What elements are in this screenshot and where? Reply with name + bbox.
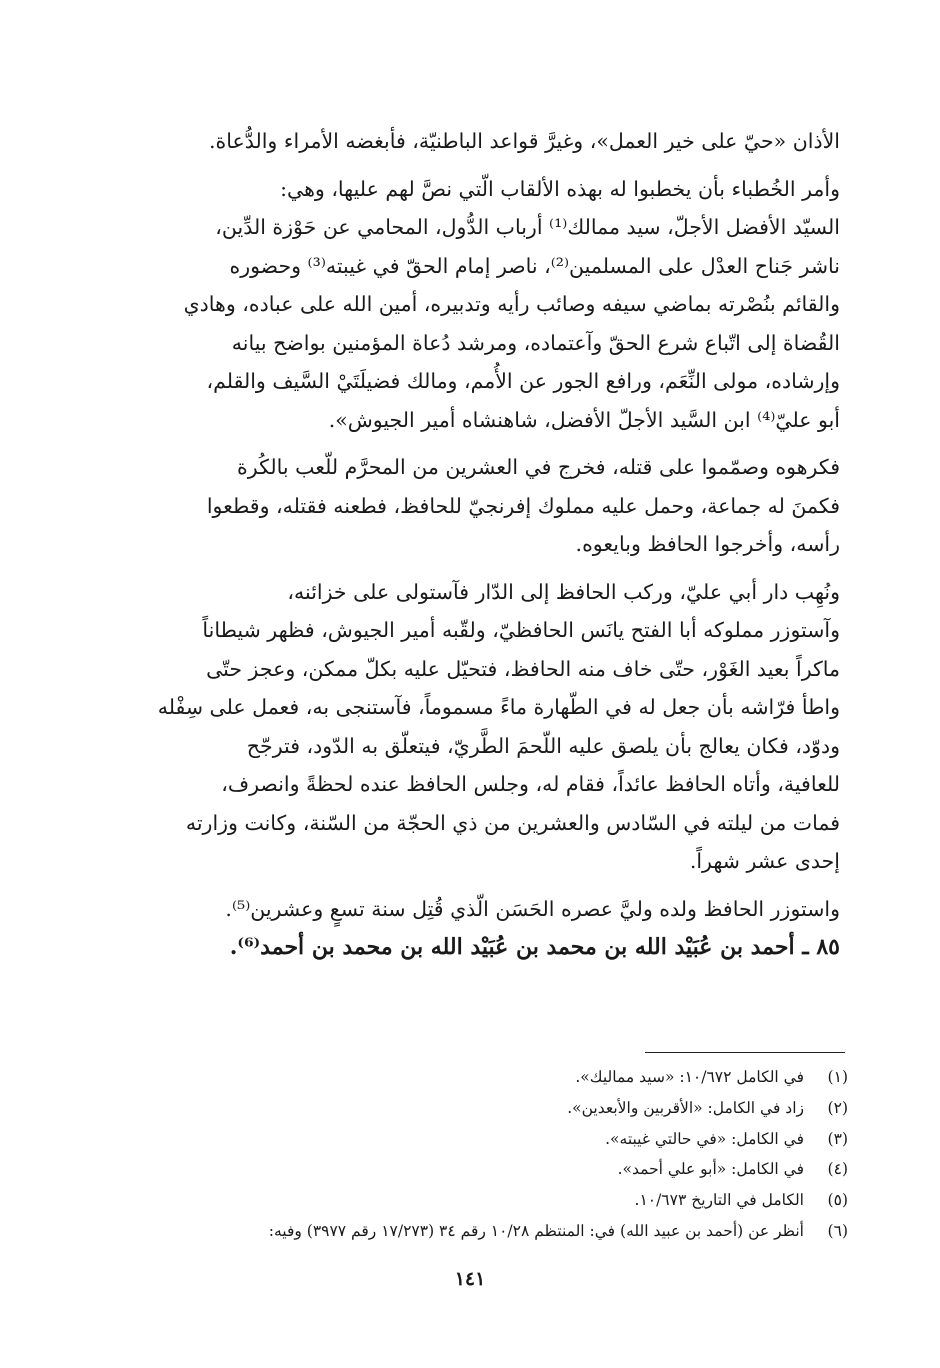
footnote xyxy=(128,1124,848,1155)
footnote-text: الكامل في التاريخ ١٠/٦٧٣. xyxy=(634,1191,804,1210)
page-number: ١٤١ xyxy=(454,1268,486,1290)
footnote xyxy=(128,1154,848,1185)
footnote-number: (٦) xyxy=(827,1221,848,1240)
footnote-number: (١) xyxy=(827,1068,848,1086)
footnote-text: في الكامل: «أبو علي أحمد». xyxy=(617,1160,804,1179)
entry-heading xyxy=(128,928,840,967)
text-line: رأسه، وأخرجوا الحافظ وبايعوه. xyxy=(575,532,840,556)
footnote-text: في الكامل ١٠/٦٧٢: «سيد مماليك». xyxy=(575,1068,804,1086)
text-line: فكرهوه وصمّموا على قتله، فخرج في العشرين من المحرَّم للّعب بالكُرة xyxy=(237,455,840,479)
text-line: ونُهِب دار أبي عليّ، وركب الحافظ إلى الدّار فآستولى على خزائنه، xyxy=(287,579,840,604)
text-line: السيّد الأفضل الأجلّ، سيد ممالك⁽¹⁾ أرباب الدُّول، المحامي عن حَوْزة الدِّين، xyxy=(215,215,840,239)
paragraph-1 xyxy=(128,122,840,161)
text-line: فكمنَ له جماعة، وحمل عليه مملوك إفرنجيّ للحافظ، فطعنه فقتله، وقطعوا xyxy=(206,493,840,518)
text-line: ناشر جَناح العدْل على المسلمين⁽²⁾، ناصر إمام الحقّ في غيبته⁽³⁾ وحضوره xyxy=(229,253,840,278)
footnote xyxy=(128,1062,848,1093)
text-line: إحدى عشر شهراً. xyxy=(689,849,840,873)
footnote-separator xyxy=(645,1052,845,1053)
text-line: وأمر الخُطباء بأن يخطبوا له بهذه الألقاب الّتي نصَّ لهم عليها، وهي: xyxy=(280,176,840,201)
footnote xyxy=(128,1093,848,1124)
paragraph-3 xyxy=(128,448,840,564)
footnote xyxy=(128,1216,848,1247)
entry-heading-text: ٨٥ ـ أحمد بن عُبَيْد الله بن محمد بن عُبَيْد الله بن محمد بن أحمد⁽⁶⁾. xyxy=(229,934,840,960)
text-line: وإرشاده، مولى النِّعَم، ورافع الجور عن الأُمم، ومالك فضيلَتَيْ السَّيف والقلم، xyxy=(206,369,840,393)
footnote xyxy=(128,1185,848,1216)
footnotes xyxy=(128,1062,848,1247)
text-line: أبو عليّ⁽⁴⁾ ابن السَّيد الأجلّ الأفضل، شاهنشاه أمير الجيوش». xyxy=(328,407,840,432)
footnote-text: أنظر عن (أحمد بن عبيد الله) في: المنتظم ١٠/٢٨ رقم ٣٤ (١٧/٢٧٣ رقم ٣٩٧٧) وفيه: xyxy=(268,1221,804,1240)
text-line: وآستوزر مملوكه أبا الفتح يانَس الحافظيّ، ولقّبه أمير الجيوش، فظهر شيطاناً xyxy=(202,618,840,642)
paragraph-5 xyxy=(128,890,840,929)
text-line: الأذان «حيّ على خير العمل»، وغيرَّ قواعد الباطنيّة، فأبغضه الأمراء والدُّعاة. xyxy=(209,129,840,153)
text-line: للعافية، وأتاه الحافظ عائداً، فقام له، وجلس الحافظ عنده لحظةً وانصرف، xyxy=(221,772,840,796)
footnote-number: (٢) xyxy=(827,1098,848,1117)
footnote-number: (٤) xyxy=(827,1160,848,1179)
text-line: والقائم بنُصْرته بماضي سيفه وصائب رأيه وتدبيره، أمين الله على عباده، وهادي xyxy=(183,292,840,316)
footnote-number: (٥) xyxy=(827,1191,848,1210)
paragraph-2 xyxy=(128,170,840,440)
paragraph-4 xyxy=(128,573,840,881)
footnote-text: في الكامل: «في حالتي غيبته». xyxy=(605,1129,804,1148)
text-line: القُضاة إلى اتّباع شرع الحقّ وآعتماده، ومرشد دُعاة المؤمنين بواضح بيانه xyxy=(231,330,840,355)
text-line: واستوزر الحافظ ولده وليَّ عصره الحَسَن الّذي قُتِل سنة تسعٍ وعشرين⁽⁵⁾. xyxy=(225,896,840,921)
text-line: ودوّد، فكان يعالج بأن يلصق عليه اللّحمَ الطَّريّ، فيتعلّق به الدّود، فترجّح xyxy=(246,733,840,758)
footnote-number: (٣) xyxy=(827,1129,848,1148)
footnote-text: زاد في الكامل: «الأقربين والأبعدين». xyxy=(567,1098,804,1117)
text-line: واطأ فرّاشه بأن جعل له في الطّهارة ماءً مسموماً، فآستنجى به، فعمل على سِفْله xyxy=(157,695,840,719)
text-line: فمات من ليلته في السّادس والعشرين من ذي الحجّة من السّنة، وكانت وزارته xyxy=(185,810,840,835)
main-text xyxy=(128,122,840,967)
text-line: ماكراً بعيد الغَوْر، حتّى خاف منه الحافظ، فتحيّل عليه بكلّ ممكن، وعجز حتّى xyxy=(206,656,840,681)
